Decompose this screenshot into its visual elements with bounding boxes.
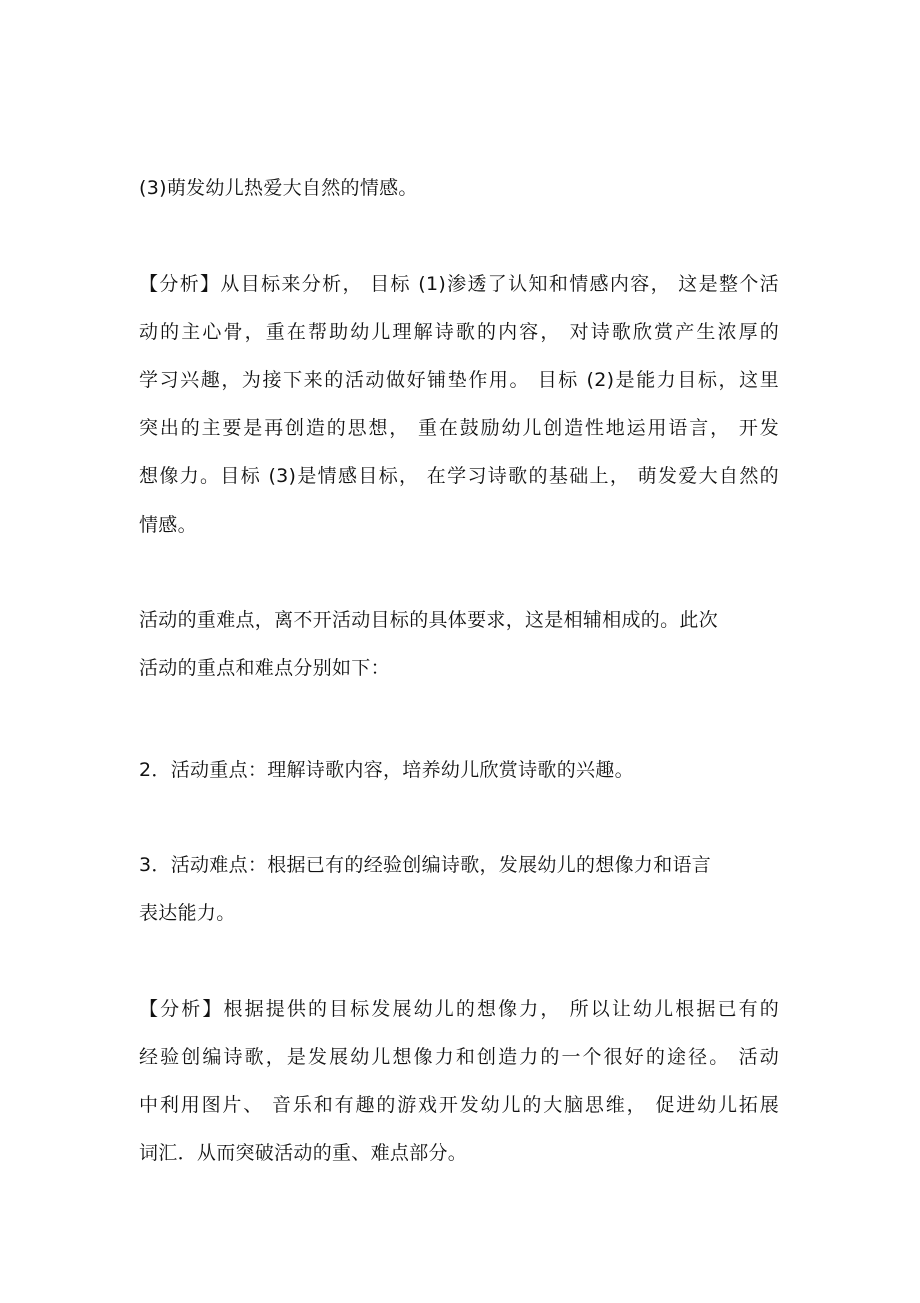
analysis-1-line: 情感。 (139, 514, 197, 536)
key-point-3-line: 3．活动难点：根据已有的经验创编诗歌，发展幼儿的想像力和语言 (139, 854, 712, 876)
analysis-2-line: 经验创编诗歌，是发展幼儿想像力和创造力的一个很好的途径。 活动 (139, 1046, 779, 1068)
key-point-3-line: 表达能力。 (139, 902, 236, 924)
analysis-2-line: 【分析】根据提供的目标发展幼儿的想像力， 所以让幼儿根据已有的 (139, 998, 779, 1020)
analysis-2-line: 中利用图片、 音乐和有趣的游戏开发幼儿的大脑思维， 促进幼儿拓展 (139, 1094, 779, 1116)
analysis-1-line: 学习兴趣，为接下来的活动做好铺垫作用。 目标 (2)是能力目标，这里 (139, 369, 779, 391)
key-points-intro-line: 活动的重点和难点分别如下： (139, 657, 390, 679)
key-points-intro-line: 活动的重难点，离不开活动目标的具体要求，这是相辅相成的。此次 (139, 609, 719, 631)
objective-3-text: (3)萌发幼儿热爱大自然的情感。 (139, 177, 418, 199)
analysis-2-line: 词汇．从而突破活动的重、难点部分。 (139, 1142, 468, 1164)
analysis-1-line: 突出的主要是再创造的思想， 重在鼓励幼儿创造性地运用语言， 开发 (139, 417, 779, 439)
key-point-2-text: 2．活动重点：理解诗歌内容，培养幼儿欣赏诗歌的兴趣。 (139, 759, 634, 781)
analysis-1-line: 动的主心骨，重在帮助幼儿理解诗歌的内容， 对诗歌欣赏产生浓厚的 (139, 321, 779, 343)
analysis-1-line: 想像力。目标 (3)是情感目标， 在学习诗歌的基础上， 萌发爱大自然的 (139, 465, 779, 487)
analysis-1-line: 【分析】从目标来分析， 目标 (1)渗透了认知和情感内容， 这是整个活 (139, 273, 779, 295)
